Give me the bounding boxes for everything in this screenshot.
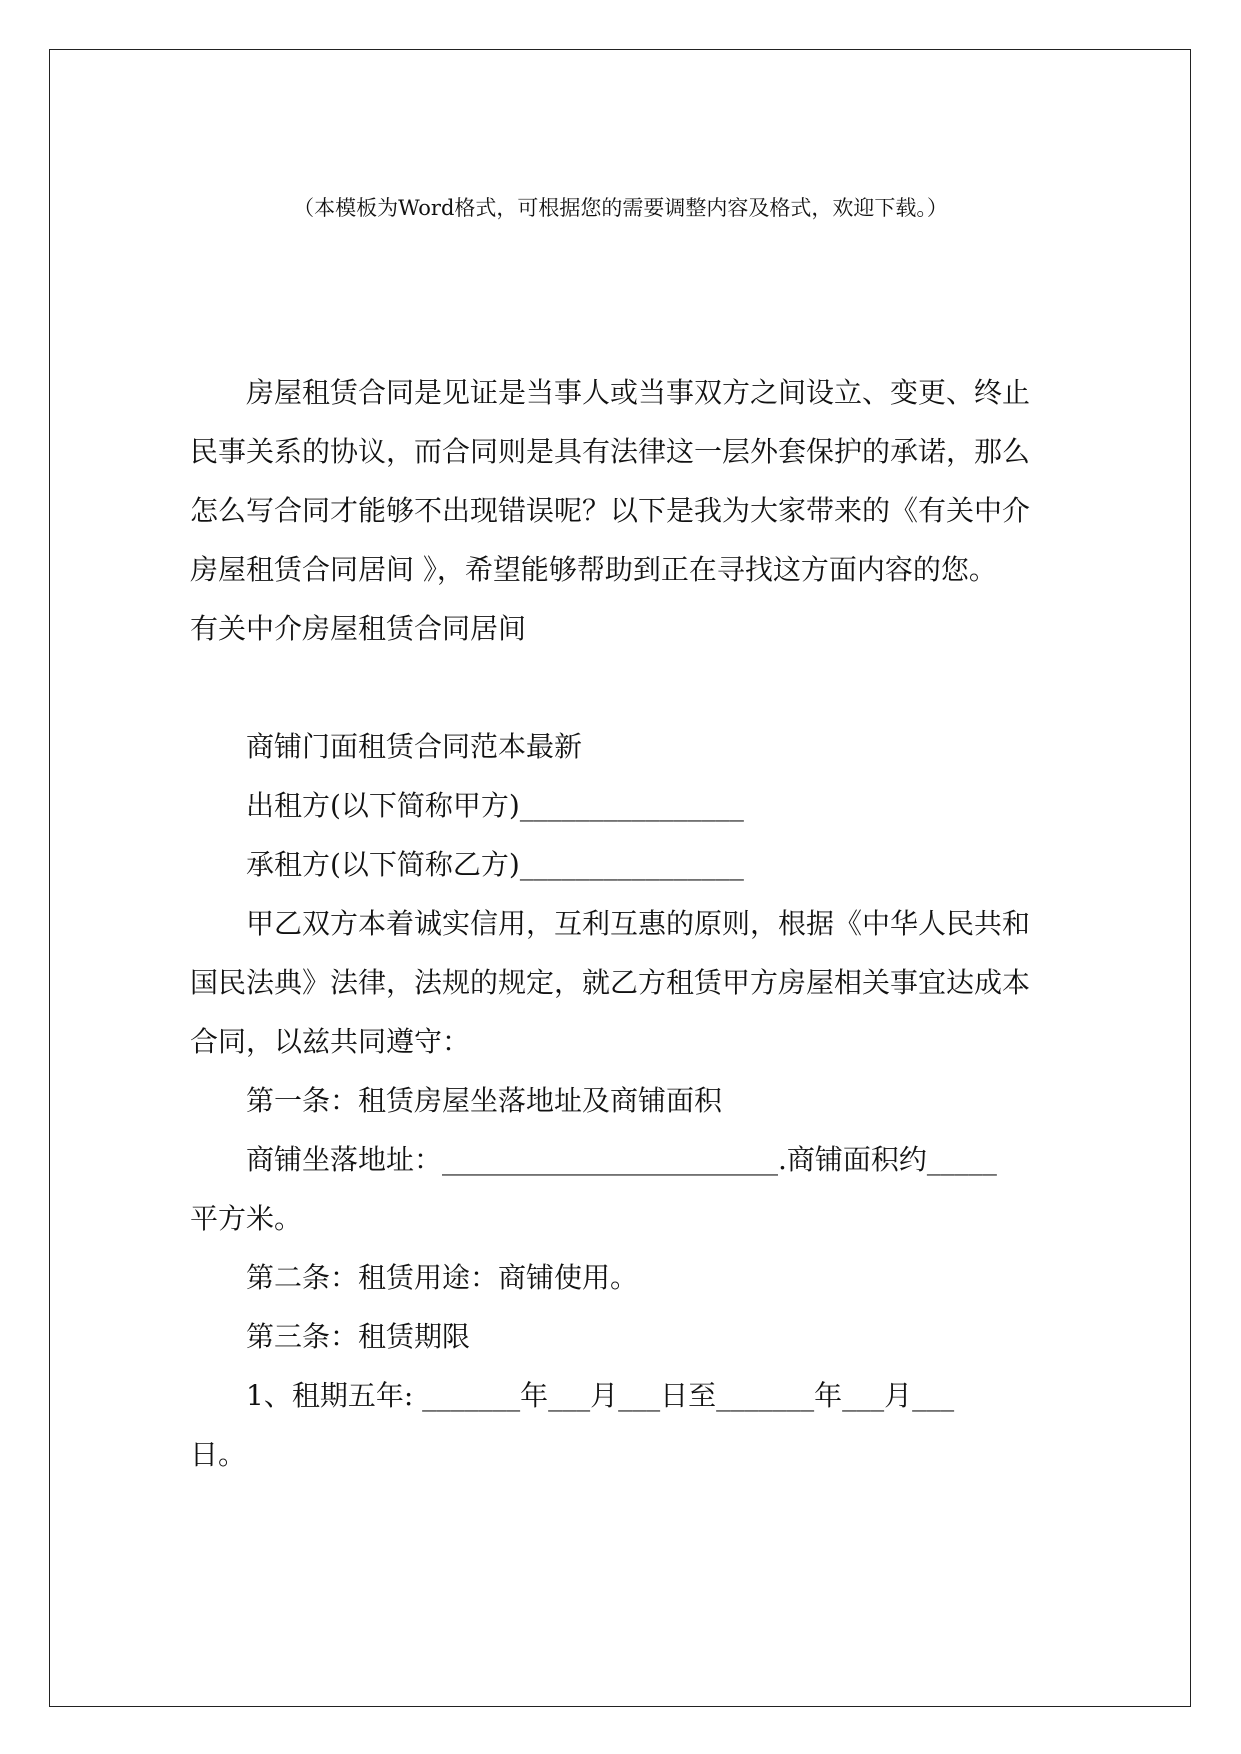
article-1-heading: 第一条：租赁房屋坐落地址及商铺面积 [246, 1084, 723, 1117]
article-3-heading: 第三条：租赁期限 [246, 1320, 471, 1353]
lessee-line: 承租方(以下简称乙方)________________ [246, 848, 744, 881]
area-unit-line: 平方米。 [190, 1202, 303, 1235]
contract-title: 商铺门面租赁合同范本最新 [246, 730, 583, 763]
spacer [190, 658, 1070, 717]
intro-line-2: 民事关系的协议，而合同则是具有法律这一层外套保护的承诺，那么 [190, 435, 1031, 468]
intro-line-4: 房屋租赁合同居间 》，希望能够帮助到正在寻找这方面内容的您。 [190, 553, 997, 586]
template-note: （本模板为Word格式，可根据您的需要调整内容及格式，欢迎下载。） [293, 196, 948, 220]
intro-line-3: 怎么写合同才能够不出现错误呢？以下是我为大家带来的《有关中介 [190, 494, 1031, 527]
preamble-line-1: 甲乙双方本着诚实信用，互利互惠的原则，根据《中华人民共和 [246, 907, 1031, 940]
term-line: 1、租期五年: _______年___月___日至_______年___月___ [246, 1379, 955, 1412]
address-line: 商铺坐落地址：________________________.商铺面积约_____ [246, 1143, 997, 1176]
preamble-line-3: 合同，以兹共同遵守： [190, 1025, 471, 1058]
term-line-end: 日。 [190, 1438, 247, 1471]
article-2-line: 第二条：租赁用途：商铺使用。 [246, 1261, 639, 1294]
intro-line-1: 房屋租赁合同是见证是当事人或当事双方之间设立、变更、终止 [246, 376, 1031, 409]
lessor-line: 出租方(以下简称甲方)________________ [246, 789, 744, 822]
document-body [190, 363, 1070, 1484]
preamble-line-2: 国民法典》法律，法规的规定，就乙方租赁甲方房屋相关事宜达成本 [190, 966, 1031, 999]
section-title: 有关中介房屋租赁合同居间 [190, 612, 527, 645]
